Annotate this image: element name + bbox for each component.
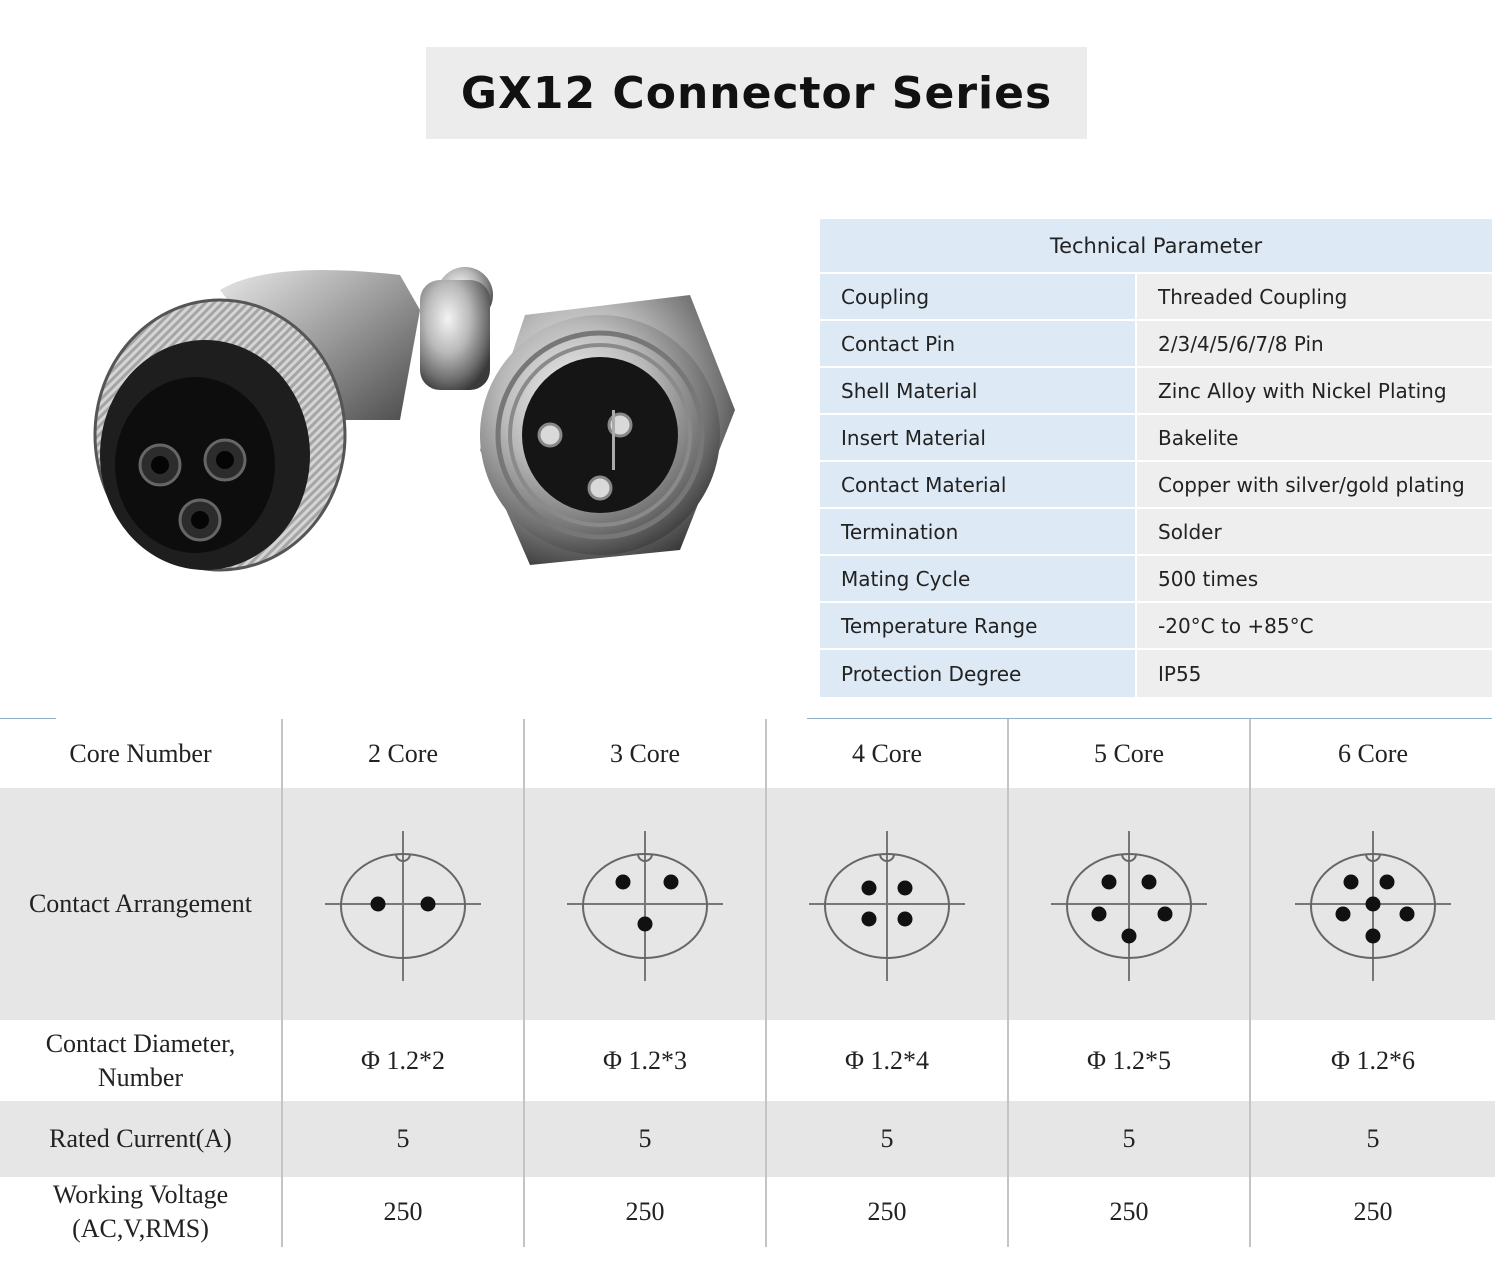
pin-diagram-4 (767, 788, 1009, 1020)
param-label: Contact Pin (820, 321, 1137, 366)
contact-pin-icon (1122, 929, 1137, 944)
table-row (820, 603, 1492, 650)
core-name: 4 Core (767, 719, 1009, 788)
param-value: 2/3/4/5/6/7/8 Pin (1137, 321, 1492, 366)
current-value: 5 (283, 1101, 525, 1177)
current-row (0, 1101, 1495, 1177)
param-label: Shell Material (820, 368, 1137, 413)
param-label: Insert Material (820, 415, 1137, 460)
page-title: GX12 Connector Series (460, 67, 1053, 119)
contact-pin-icon (1158, 907, 1173, 922)
param-label: Protection Degree (820, 650, 1137, 697)
table-row (820, 650, 1492, 697)
param-label: Contact Material (820, 462, 1137, 507)
contact-pin-icon (638, 917, 653, 932)
pin-diagram-5 (1009, 788, 1251, 1020)
voltage-value: 250 (525, 1177, 767, 1247)
contact-pin-icon (1366, 897, 1381, 912)
contact-pin-icon (1142, 875, 1157, 890)
row-label: Contact Diameter, Number (0, 1020, 283, 1101)
current-value: 5 (1009, 1101, 1251, 1177)
pin-diagram-2 (283, 788, 525, 1020)
param-label: Termination (820, 509, 1137, 554)
param-value: Bakelite (1137, 415, 1492, 460)
param-value: 500 times (1137, 556, 1492, 601)
voltage-value: 250 (767, 1177, 1009, 1247)
diameter-value: Φ 1.2*4 (767, 1020, 1009, 1101)
pin-diagram-3 (525, 788, 767, 1020)
contact-pin-icon (862, 912, 877, 927)
current-value: 5 (1366, 1124, 1380, 1154)
table-row (820, 556, 1492, 603)
arrangement-row (0, 788, 1495, 1020)
voltage-value: 250 (1353, 1197, 1393, 1227)
param-value: Zinc Alloy with Nickel Plating (1137, 368, 1492, 413)
contact-arrangement-icon (1288, 824, 1458, 984)
contact-pin-icon (1344, 875, 1359, 890)
contact-pin-icon (862, 881, 877, 896)
contact-pin-icon (1366, 929, 1381, 944)
table-row (820, 462, 1492, 509)
pin-diagram-6 (1251, 788, 1495, 1020)
contact-pin-icon (616, 875, 631, 890)
voltage-value: 250 (283, 1177, 525, 1247)
technical-parameter-header: Technical Parameter (820, 219, 1492, 274)
param-label: Coupling (820, 274, 1137, 319)
row-label: Core Number (0, 719, 283, 788)
row-label: Working Voltage (AC,V,RMS) (0, 1177, 283, 1247)
param-value: Copper with silver/gold plating (1137, 462, 1492, 507)
contact-pin-icon (1336, 907, 1351, 922)
current-value: 5 (767, 1101, 1009, 1177)
core-name: 2 Core (283, 719, 525, 788)
core-name: 3 Core (525, 719, 767, 788)
param-label: Mating Cycle (820, 556, 1137, 601)
table-row (820, 274, 1492, 321)
diameter-value: Φ 1.2*5 (1009, 1020, 1251, 1101)
voltage-row (0, 1177, 1495, 1247)
core-name: 6 Core (1337, 738, 1409, 768)
male-connector-icon (480, 295, 735, 565)
core-name: 5 Core (1009, 719, 1251, 788)
contact-arrangement-icon (1044, 824, 1214, 984)
diameter-value: Φ 1.2*2 (283, 1020, 525, 1101)
contact-arrangement-icon (560, 824, 730, 984)
param-value: IP55 (1137, 650, 1492, 697)
contact-pin-icon (1092, 907, 1107, 922)
contact-pin-icon (898, 881, 913, 896)
diameter-value: Φ 1.2*6 (1330, 1045, 1415, 1075)
voltage-value: 250 (1009, 1177, 1251, 1247)
row-label: Contact Arrangement (0, 788, 283, 1020)
connector-photo (70, 220, 790, 680)
current-value: 5 (525, 1101, 767, 1177)
contact-pin-icon (898, 912, 913, 927)
contact-pin-icon (1380, 875, 1395, 890)
contact-arrangement-icon (802, 824, 972, 984)
contact-arrangement-icon (318, 824, 488, 984)
row-label: Rated Current(A) (0, 1101, 283, 1177)
contact-pin-icon (1102, 875, 1117, 890)
core-specification-table (0, 719, 1495, 1247)
contact-pin-icon (664, 875, 679, 890)
param-value: Threaded Coupling (1137, 274, 1492, 319)
param-value: -20°C to +85°C (1137, 603, 1492, 648)
table-row (820, 509, 1492, 556)
table-row (820, 368, 1492, 415)
table-row (820, 415, 1492, 462)
param-value: Solder (1137, 509, 1492, 554)
core-number-row (0, 719, 1495, 788)
contact-pin-icon (421, 897, 436, 912)
title-banner (426, 47, 1087, 139)
contact-pin-icon (1400, 907, 1415, 922)
param-label: Temperature Range (820, 603, 1137, 648)
diameter-row (0, 1020, 1495, 1101)
table-row (820, 321, 1492, 368)
diameter-value: Φ 1.2*3 (525, 1020, 767, 1101)
technical-parameter-table (820, 219, 1492, 697)
female-connector-icon (95, 267, 493, 570)
contact-pin-icon (371, 897, 386, 912)
